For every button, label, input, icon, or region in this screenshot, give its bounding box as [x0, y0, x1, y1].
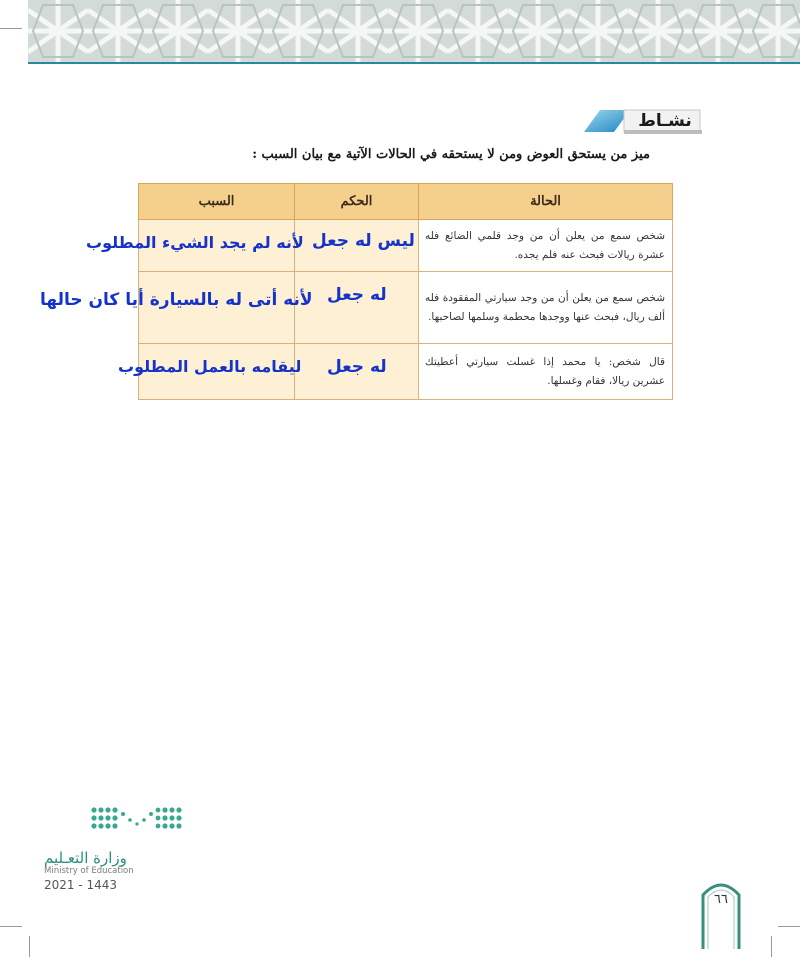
banner-rule — [28, 62, 800, 64]
header-ruling: الحكم — [295, 184, 419, 220]
case-cell: شخص سمع من يعلن أن من وجد قلمي الضائع فله عشرة ريالات فبحث عنه فلم يجده. — [419, 220, 673, 272]
page-number-frame — [699, 877, 743, 949]
header-case: الحالة — [419, 184, 673, 220]
case-cell: قال شخص: يا محمد إذا غسلت سيارتي أعطيتك عشرين ريالا، فقام وغسلها. — [419, 344, 673, 400]
ruling-cell — [295, 272, 419, 344]
ministry-logo-icon — [90, 806, 182, 836]
handwritten-ruling: ليس له جعل — [312, 231, 415, 251]
crop-mark — [0, 28, 22, 29]
handwritten-reason: لأنه لم يجد الشيء المطلوب — [86, 233, 304, 252]
crop-mark — [0, 926, 22, 927]
ministry-name-en: Ministry of Education — [44, 866, 134, 876]
decorative-banner — [28, 0, 800, 62]
edition-year: 2021 - 1443 — [44, 878, 118, 892]
instruction-text: ميز من يستحق العوض ومن لا يستحقه في الحالات الآتية مع بيان السبب : — [252, 147, 650, 162]
handwritten-ruling: له جعل — [327, 357, 387, 377]
ministry-name-ar: وزارة التعـليم — [44, 849, 127, 867]
handwritten-reason: ليقامه بالعمل المطلوب — [118, 357, 302, 376]
crop-mark — [778, 926, 800, 927]
handwritten-ruling: له جعل — [327, 285, 387, 305]
case-cell: شخص سمع من يعلن أن من وجد سيارتي المفقودة فله ألف ريال، فبحث عنها ووجدها محطمة وسلمها لصاحبها. — [419, 272, 673, 344]
handwritten-reason: لأنه أتى له بالسيارة أيا كان حالها — [40, 290, 313, 310]
header-reason: السبب — [139, 184, 295, 220]
crop-mark — [771, 936, 772, 957]
activity-label: نشـاط — [638, 111, 692, 131]
page-number: ٦٦ — [714, 892, 728, 907]
crop-mark — [29, 936, 30, 957]
table-header-row — [139, 184, 673, 220]
